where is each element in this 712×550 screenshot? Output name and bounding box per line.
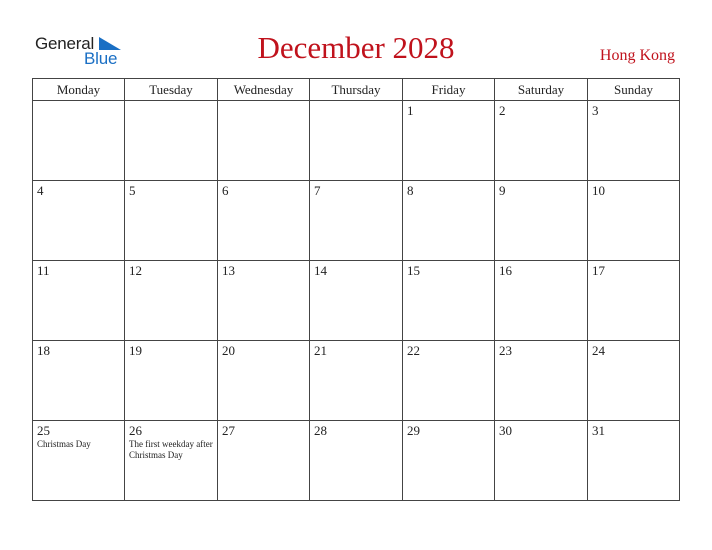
week-row	[33, 261, 680, 341]
holiday-label: Christmas Day	[37, 439, 91, 449]
day-number: 19	[129, 343, 142, 358]
day-number: 12	[129, 263, 142, 278]
day-number: 14	[314, 263, 327, 278]
day-cell	[33, 101, 125, 181]
day-number: 11	[37, 263, 50, 278]
logo-blue-text: Blue	[84, 49, 118, 68]
day-number: 26	[129, 423, 142, 438]
day-cell	[33, 341, 125, 421]
day-number: 17	[592, 263, 605, 278]
weekday-header: Saturday	[495, 79, 588, 101]
day-number: 6	[222, 183, 229, 198]
day-cell	[588, 101, 680, 181]
day-number: 31	[592, 423, 605, 438]
day-number: 30	[499, 423, 512, 438]
weekday-header: Friday	[403, 79, 495, 101]
day-cell	[310, 101, 403, 181]
day-cell	[218, 421, 310, 501]
day-number: 20	[222, 343, 235, 358]
day-cell	[310, 261, 403, 341]
day-cell	[125, 261, 218, 341]
day-number: 5	[129, 183, 136, 198]
day-cell	[403, 261, 495, 341]
day-cell	[403, 341, 495, 421]
week-row	[33, 421, 680, 501]
day-number: 8	[407, 183, 414, 198]
day-cell	[218, 181, 310, 261]
calendar-grid	[32, 78, 680, 501]
day-number: 9	[499, 183, 506, 198]
day-number: 29	[407, 423, 420, 438]
day-cell	[218, 341, 310, 421]
week-row	[33, 181, 680, 261]
day-number: 25	[37, 423, 50, 438]
day-cell	[310, 421, 403, 501]
day-number: 15	[407, 263, 420, 278]
day-number: 23	[499, 343, 512, 358]
day-number: 24	[592, 343, 605, 358]
day-cell	[588, 261, 680, 341]
day-cell	[218, 261, 310, 341]
day-cell	[495, 181, 588, 261]
logo-general-text: General	[35, 34, 95, 53]
day-cell	[310, 181, 403, 261]
day-number: 13	[222, 263, 235, 278]
day-cell	[310, 341, 403, 421]
day-number: 4	[37, 183, 44, 198]
day-cell	[33, 181, 125, 261]
day-cell	[495, 341, 588, 421]
day-cell	[588, 181, 680, 261]
calendar-title: December 2028	[257, 30, 455, 65]
day-number: 7	[314, 183, 321, 198]
weekday-header: Thursday	[310, 79, 403, 101]
weekday-header: Tuesday	[125, 79, 218, 101]
day-number: 10	[592, 183, 605, 198]
day-number: 2	[499, 103, 506, 118]
day-cell	[218, 101, 310, 181]
day-cell	[33, 261, 125, 341]
week-row	[33, 341, 680, 421]
day-cell	[495, 101, 588, 181]
day-cell	[495, 261, 588, 341]
weekday-header: Wednesday	[218, 79, 310, 101]
day-cell	[125, 101, 218, 181]
day-number: 18	[37, 343, 50, 358]
day-cell	[125, 181, 218, 261]
day-number: 27	[222, 423, 235, 438]
weekday-header: Monday	[33, 79, 125, 101]
holiday-label: The first weekday after Christmas Day	[129, 439, 213, 460]
day-cell	[403, 181, 495, 261]
day-cell	[33, 421, 125, 501]
region-label: Hong Kong	[599, 47, 675, 64]
day-number: 1	[407, 103, 414, 118]
day-number: 28	[314, 423, 327, 438]
day-number: 21	[314, 343, 327, 358]
weekday-header: Sunday	[588, 79, 680, 101]
day-cell	[495, 421, 588, 501]
day-number: 22	[407, 343, 420, 358]
day-cell	[125, 421, 218, 501]
day-cell	[403, 101, 495, 181]
day-number: 16	[499, 263, 512, 278]
day-number: 3	[592, 103, 599, 118]
day-cell	[403, 421, 495, 501]
day-cell	[588, 421, 680, 501]
week-row	[33, 101, 680, 181]
day-cell	[125, 341, 218, 421]
weekday-header-row	[33, 79, 680, 101]
day-cell	[588, 341, 680, 421]
